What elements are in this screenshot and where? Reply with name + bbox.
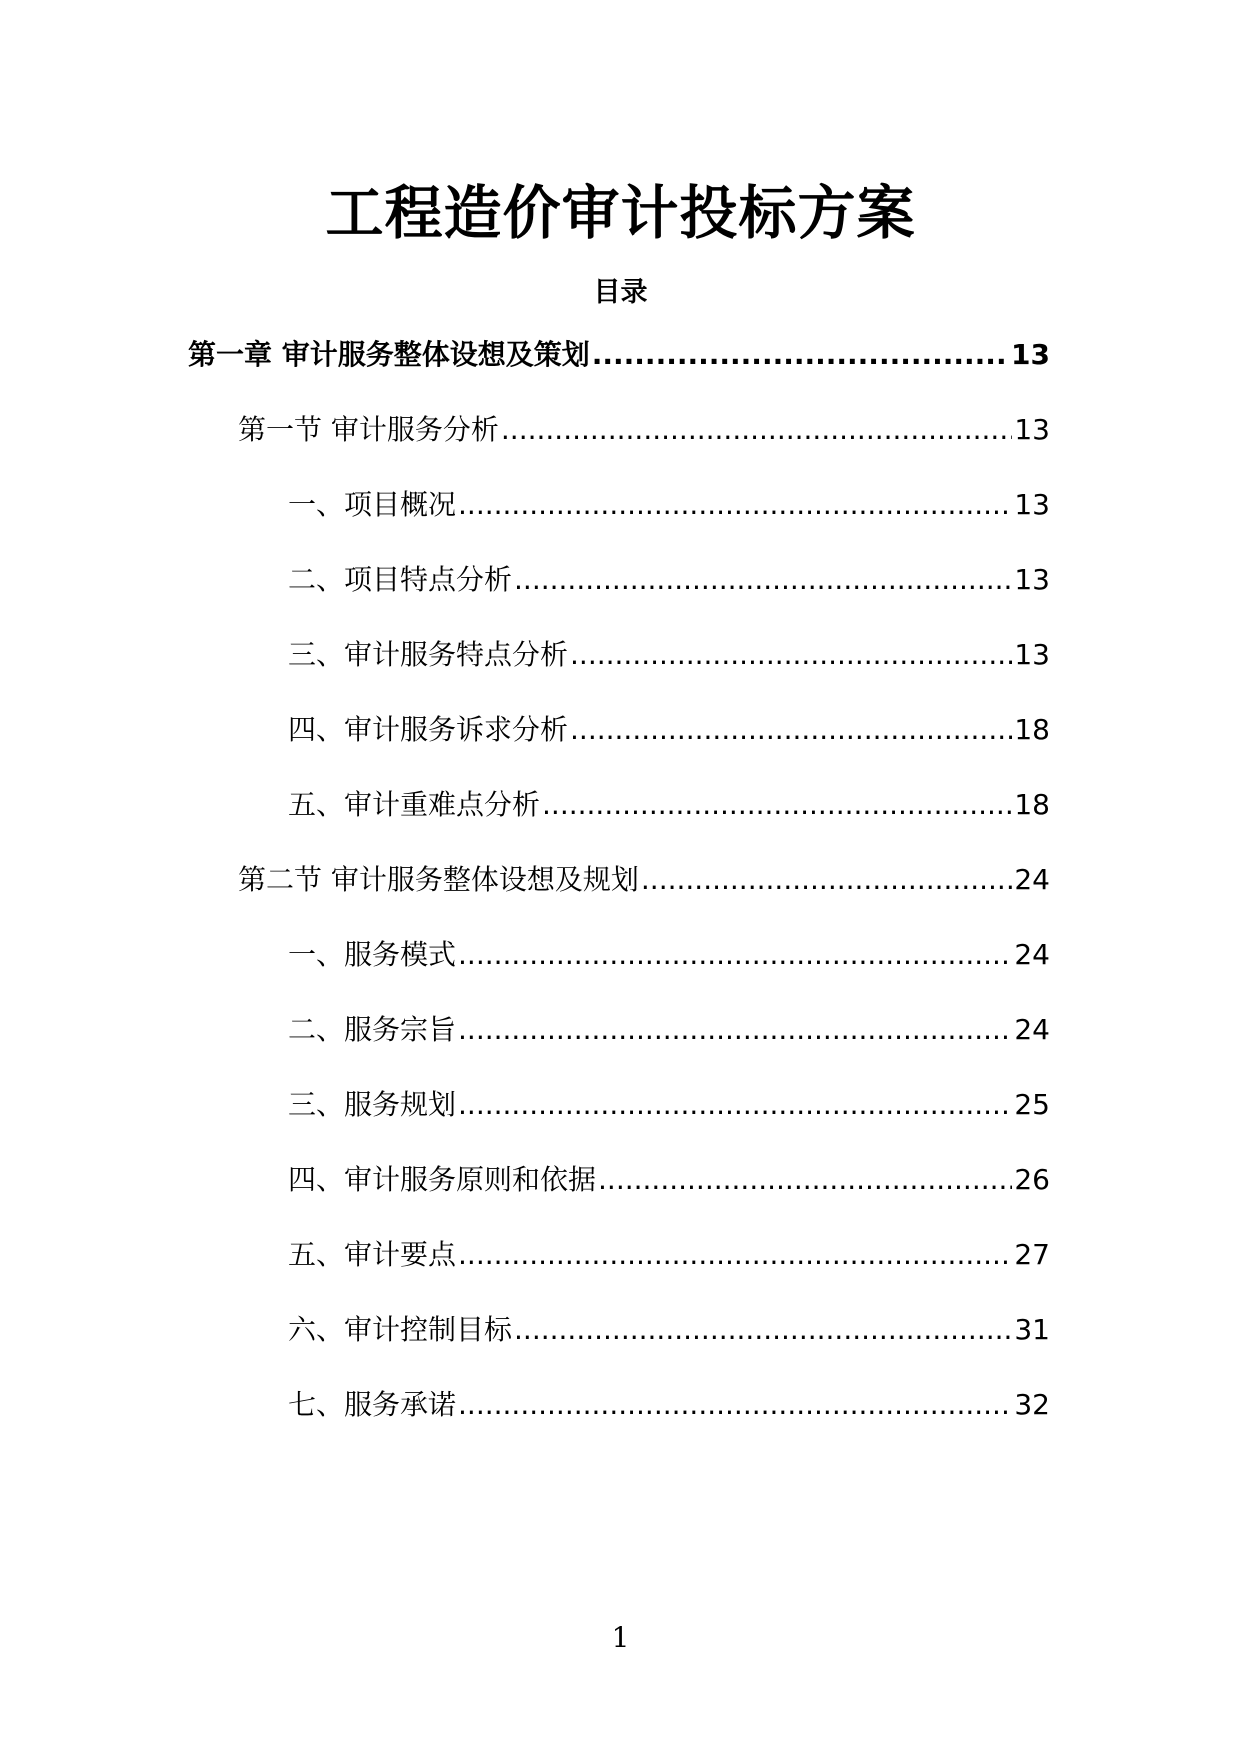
toc-entry-item[interactable]: [288, 1010, 1050, 1050]
toc-entry-item[interactable]: [288, 710, 1050, 750]
toc-entry-title: 第一节 审计服务分析: [238, 413, 499, 446]
toc-entry-title: 四、审计服务原则和依据: [288, 1163, 597, 1196]
toc-entry-page: 27: [1014, 1238, 1050, 1271]
toc-entry-title: 二、服务宗旨: [288, 1013, 457, 1046]
toc-entry-item[interactable]: [288, 485, 1050, 525]
toc-entry-item[interactable]: [288, 785, 1050, 825]
toc-heading: 目录: [593, 277, 648, 308]
toc-entry-title: 一、项目概况: [288, 488, 457, 521]
dot-leader: [458, 935, 1012, 975]
toc-entry-chapter-1[interactable]: [188, 335, 1050, 375]
toc-entry-page: 13: [1014, 413, 1050, 446]
toc-entry-item[interactable]: [288, 935, 1050, 975]
toc-entry-title: 五、审计要点: [288, 1238, 457, 1271]
toc-entry-title: 五、审计重难点分析: [288, 788, 541, 821]
dot-leader: [570, 710, 1012, 750]
dot-leader: [598, 1160, 1012, 1200]
document-title: 工程造价审计投标方案: [325, 179, 916, 247]
page-number: 1: [611, 1621, 630, 1654]
toc-entry-item[interactable]: [288, 1235, 1050, 1275]
toc-entry-page: 24: [1014, 938, 1050, 971]
dot-leader: [458, 1385, 1012, 1425]
dot-leader: [458, 1010, 1012, 1050]
toc-entry-page: 26: [1014, 1163, 1050, 1196]
dot-leader: [458, 485, 1012, 525]
toc-entry-item[interactable]: [288, 1160, 1050, 1200]
dot-leader: [458, 1085, 1012, 1125]
dot-leader: [514, 560, 1012, 600]
toc-entry-section-1[interactable]: [238, 410, 1050, 450]
toc-entry-page: 24: [1014, 1013, 1050, 1046]
toc-entry-item[interactable]: [288, 1310, 1050, 1350]
toc-entry-item[interactable]: [288, 560, 1050, 600]
toc-entry-page: 13: [1014, 488, 1050, 521]
toc-entry-section-2[interactable]: [238, 860, 1050, 900]
dot-leader: [592, 335, 1009, 375]
toc-entry-item[interactable]: [288, 1085, 1050, 1125]
dot-leader: [570, 635, 1012, 675]
toc-entry-title: 六、审计控制目标: [288, 1313, 513, 1346]
toc-entry-page: 32: [1014, 1388, 1050, 1421]
toc-entry-page: 18: [1014, 713, 1050, 746]
toc-entry-title: 七、服务承诺: [288, 1388, 457, 1421]
toc-entry-page: 31: [1014, 1313, 1050, 1346]
toc-entry-title: 第二节 审计服务整体设想及规划: [238, 863, 639, 896]
dot-leader: [542, 785, 1012, 825]
toc-entry-title: 四、审计服务诉求分析: [288, 713, 569, 746]
toc-entry-title: 二、项目特点分析: [288, 563, 513, 596]
toc-entry-item[interactable]: [288, 1385, 1050, 1425]
dot-leader: [501, 410, 1012, 450]
toc-entry-title: 三、服务规划: [288, 1088, 457, 1121]
toc-entry-page: 13: [1014, 563, 1050, 596]
toc-entry-page: 13: [1011, 338, 1050, 371]
toc-entry-page: 13: [1014, 638, 1050, 671]
toc-entry-title: 一、服务模式: [288, 938, 457, 971]
dot-leader: [514, 1310, 1012, 1350]
toc-entry-title: 三、审计服务特点分析: [288, 638, 569, 671]
dot-leader: [641, 860, 1012, 900]
toc-entry-page: 24: [1014, 863, 1050, 896]
toc-entry-page: 18: [1014, 788, 1050, 821]
toc-entry-title: 第一章 审计服务整体设想及策划: [188, 338, 590, 371]
dot-leader: [458, 1235, 1012, 1275]
toc-entry-item[interactable]: [288, 635, 1050, 675]
toc-entry-page: 25: [1014, 1088, 1050, 1121]
